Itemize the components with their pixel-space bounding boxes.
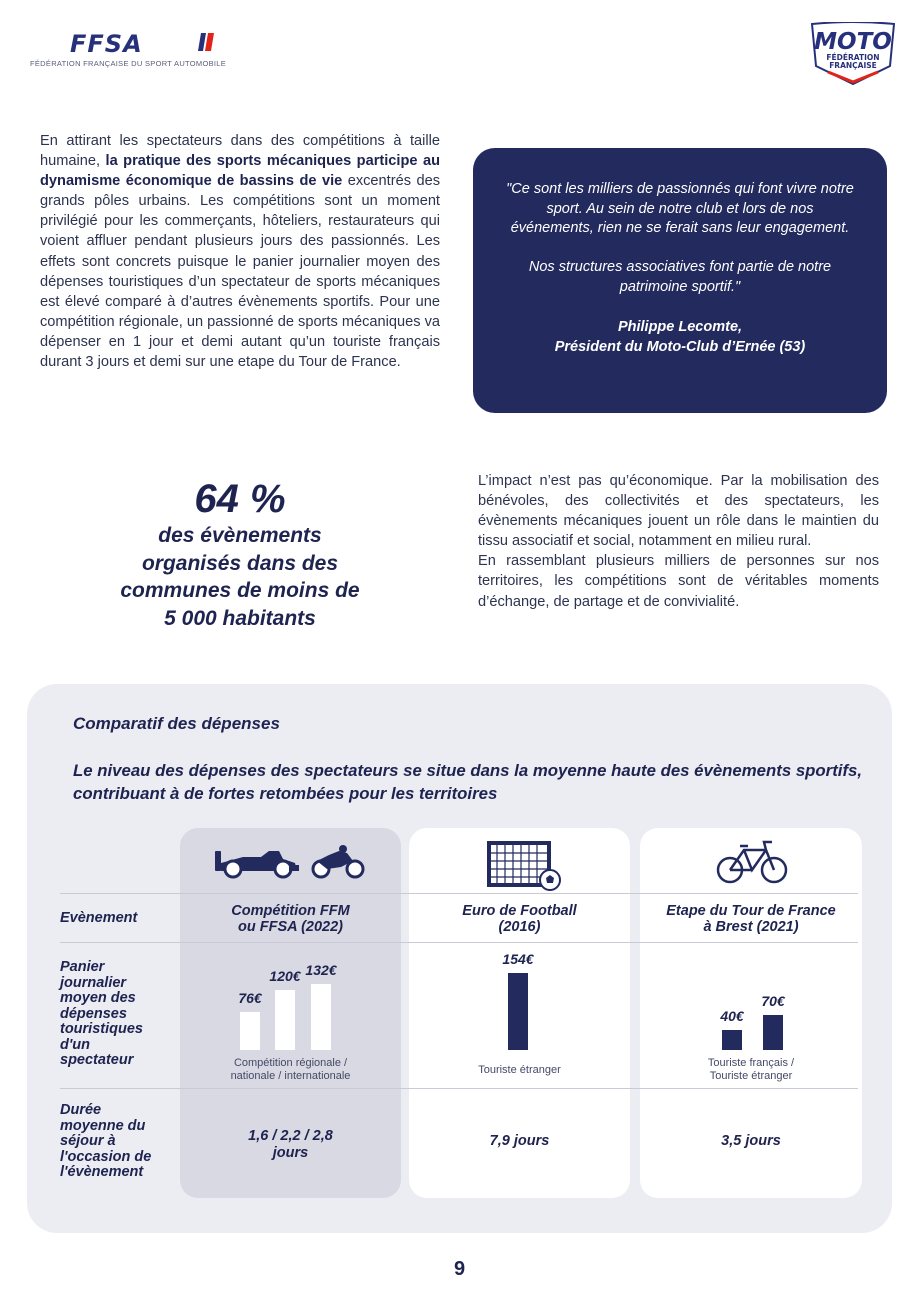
row-label-basket [60,960,143,1069]
row-label-duration-line: séjour à [60,1133,116,1149]
racecar-motorbike-icon [213,843,365,879]
moto-subtitle-1: FÉDÉRATION [826,53,880,62]
bicycle-icon [716,838,788,886]
moto-logo-text: MOTO [814,29,892,55]
duration-football [409,1133,630,1150]
bar-tdf-1 [722,1030,742,1050]
table-divider [60,942,858,943]
ffsa-logo [30,30,240,74]
french-flag-icon [198,33,214,51]
caption-football-line-1: Touriste étranger [478,1064,561,1076]
bar-ffm-1-label: 76€ [238,990,262,1006]
football-goal-icon [486,840,562,892]
impact-paragraph [478,471,879,612]
bar-ffm-3-label: 132€ [305,962,337,978]
caption-ffm [180,1057,401,1082]
duration-ffm-line-2: jours [272,1145,309,1161]
quote-paragraph-2: Nos structures associatives font partie de notre patrimoine sportif." [528,259,832,295]
intro-part-2: excentrés des grands pôles urbains. Les compétitions sont un moment privilégié pour les commerçants, hôteliers, restaurateurs qui voient affluer pendant plusieurs jours des passionnés. Les effets sont concrets puisque le panier journalier moyen des dépenses touristiques d’un spectateur de sports mécaniques est élevé comparé à d’autres évènements sportifs. Pour une compétition régionale, un passionné de sports mécaniques va dépenser en 1 jour et demi autant qu’un touriste français durant 3 jours et demi sur une etape du Tour de France. [40,173,440,371]
row-label-basket-line: journalier [60,974,127,991]
caption-football [409,1064,630,1077]
column-header-ffm [180,903,401,935]
row-label-event: Evènement [60,910,138,926]
intro-part-1: En attirant les spectateurs dans des compétitions à taille humaine, [40,133,440,170]
row-label-basket-line: spectateur [60,1052,134,1068]
caption-ffm-line-1: Compétition régionale / [233,1057,348,1069]
impact-paragraph-2: En rassemblant plusieurs milliers de personnes sur nos territoires, les compétitions sont de véritables moments d’échange, de partage et de convivialité. [478,553,879,610]
row-label-basket-line: d'un [60,1036,91,1053]
quote-box [473,148,887,413]
caption-ffm-line-2: nationale / internationale [230,1069,351,1082]
quote-author-title: Président du Moto-Club d’Ernée (53) [554,338,806,355]
stat-label-2: organisés dans des [141,551,339,575]
ffsa-subtitle: FÉDÉRATION FRANÇAISE DU SPORT AUTOMOBILE [30,59,227,68]
comparison-subtitle: Le niveau des dépenses des spectateurs se situe dans la moyenne haute des évènements sportifs, contribuant à de fortes retombées pour les territoires [73,761,863,803]
caption-tdf-line-1: Touriste français / [707,1057,795,1069]
impact-paragraph-1: L’impact n’est pas qu’économique. Par la mobilisation des bénévoles, des collectivités et des spectateurs, les évènements mécaniques jouent un rôle dans le maintien du tissu associatif et social, notamment en milieu rural. [478,473,879,550]
stat-label-1: des évènements [158,524,322,547]
duration-ffm-line-1: 1,6 / 2,2 / 2,8 [248,1128,333,1144]
page-number: 9 [453,1258,466,1280]
quote-text [503,180,857,297]
column-header-ffm-line-2: ou FFSA (2022) [237,919,343,935]
column-header-football-line-2: (2016) [498,919,541,935]
stat-value: 64 % [194,477,286,521]
bar-football-1 [508,973,528,1050]
stat-block [70,476,410,632]
bar-ffm-1 [240,1012,260,1050]
ffsa-logo-text: FFSA [70,30,143,58]
bar-ffm-3 [311,984,331,1050]
stat-label-4: 5 000 habitants [164,606,316,630]
intro-bold: la pratique des sports mécaniques participe au dynamisme économique de bassins de vie [40,153,441,190]
row-label-basket-line: Panier [60,959,105,975]
column-header-ffm-line-1: Compétition FFM [231,903,350,919]
row-label-duration-line: Durée [60,1102,102,1118]
duration-football-line-1: 7,9 jours [489,1133,550,1149]
bar-tdf-1-label: 40€ [720,1008,744,1024]
quote-author: Philippe Lecomte, [617,318,743,335]
caption-tdf-line-2: Touriste étranger [709,1069,793,1082]
duration-tdf [640,1133,862,1150]
intro-paragraph [40,131,440,372]
moto-federation-logo [808,22,898,86]
bar-tdf-2 [763,1015,783,1050]
bar-football-1-label: 154€ [502,951,534,967]
bar-ffm-2-label: 120€ [269,968,301,984]
duration-ffm [180,1128,401,1162]
column-header-tdf [640,903,862,935]
caption-tdf [640,1057,862,1082]
row-label-duration-line: l'évènement [60,1164,144,1180]
column-header-football-line-1: Euro de Football [462,903,577,919]
row-label-duration-line: moyenne du [60,1117,146,1134]
column-header-tdf-line-2: à Brest (2021) [703,919,799,935]
duration-tdf-line-1: 3,5 jours [721,1133,781,1149]
row-label-duration-line: l'occasion de [60,1148,152,1165]
moto-subtitle-2: FRANÇAISE [829,61,877,70]
quote-paragraph-1: "Ce sont les milliers de passionnés qui font vivre notre sport. Au sein de notre club et lors de nos événements, rien ne se ferait sans leur engagement. [506,181,854,236]
column-header-football [409,903,630,935]
row-label-basket-line: touristiques [60,1021,143,1037]
row-label-duration [60,1103,151,1181]
comparison-title: Comparatif des dépenses [73,714,280,733]
table-divider [60,893,858,894]
bar-tdf-2-label: 70€ [761,993,785,1009]
column-header-tdf-line-1: Etape du Tour de France [666,903,836,919]
bar-ffm-2 [275,990,295,1050]
row-label-basket-line: moyen des [60,990,136,1006]
stat-label-3: communes de moins de [120,579,360,602]
table-divider [60,1088,858,1089]
row-label-basket-line: dépenses [60,1005,127,1022]
